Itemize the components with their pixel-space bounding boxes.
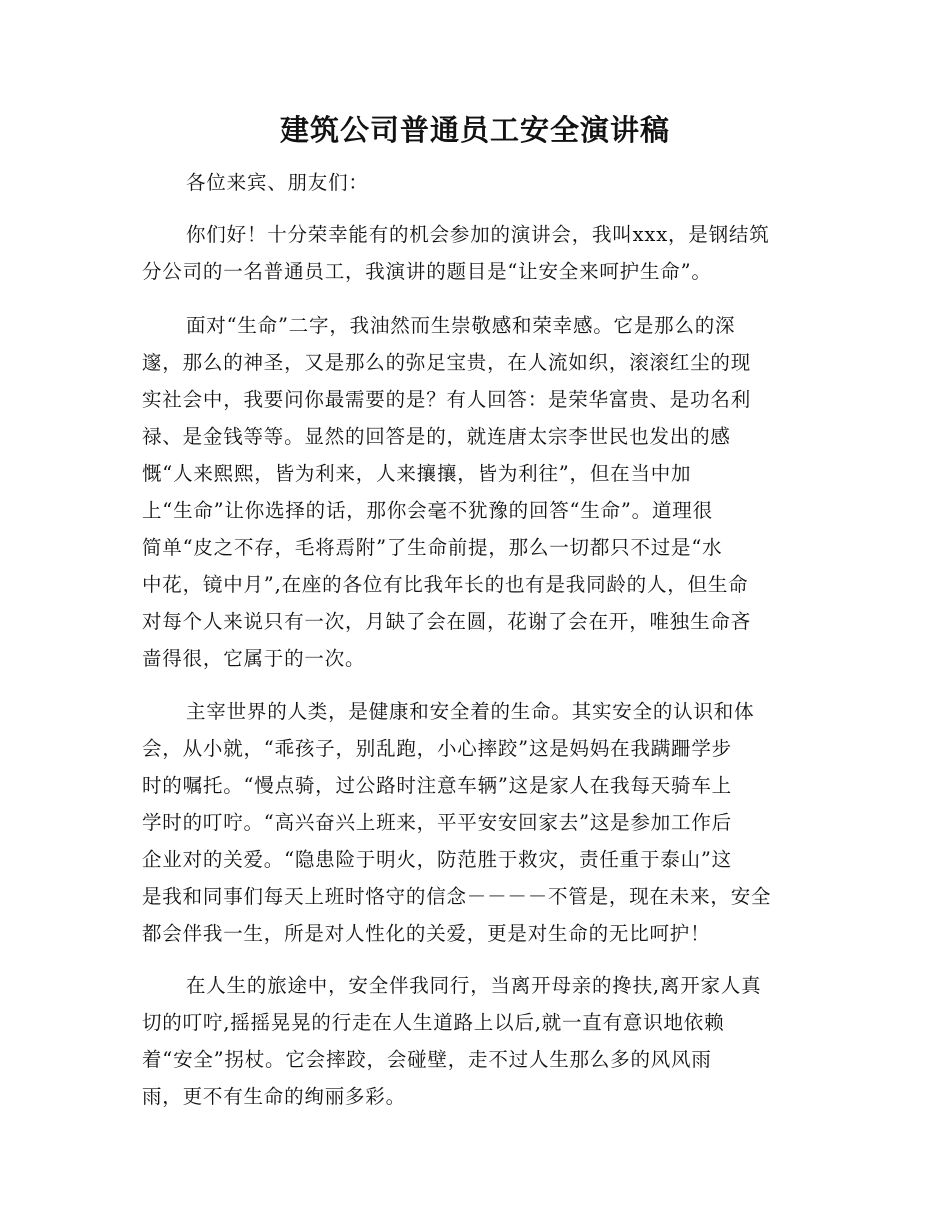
- paragraph-2-line-6: 上“生命”让你选择的话，那你会毫不犹豫的回答“生命”。道理很: [142, 499, 713, 522]
- paragraph-3-line-7: 都会伴我一生，所是对人性化的关爱，更是对生命的无比呵护！: [142, 922, 711, 945]
- paragraph-2-line-4: 禄、是金钱等等。显然的回答是的，就连唐太宗李世民也发出的感: [142, 425, 731, 448]
- paragraph-3-line-4: 学时的叮咛。“高兴奋兴上班来，平平安安回家去”这是参加工作后: [142, 811, 732, 834]
- salutation-line: 各位来宾、朋友们：: [186, 171, 369, 194]
- paragraph-2-line-5: 慨“人来熙熙，皆为利来，人来攘攘，皆为利往”，但在当中加: [142, 462, 692, 485]
- paragraph-2-line-1: 面对“生命”二字，我油然而生崇敬感和荣幸感。它是那么的深: [186, 314, 736, 337]
- paragraph-1-line-2: 分公司的一名普通员工，我演讲的题目是“让安全来呵护生命”。: [142, 260, 712, 283]
- paragraph-4-line-2: 切的叮咛,摇摇晃晃的行走在人生道路上以后,就一直有意识地依赖: [142, 1011, 725, 1034]
- paragraph-3-line-1: 主宰世界的人类，是健康和安全着的生命。其实安全的认识和体: [186, 700, 755, 723]
- paragraph-4-line-3: 着“安全”拐杖。它会摔跤，会碰壁，走不过人生那么多的风风雨: [142, 1048, 712, 1071]
- paragraph-2-line-2: 邃，那么的神圣，又是那么的弥足宝贵，在人流如织，滚滚红尘的现: [142, 351, 752, 374]
- paragraph-2-line-10: 啬得很，它属于的一次。: [142, 647, 366, 670]
- paragraph-1-line-1: 你们好！十分荣幸能有的机会参加的演讲会，我叫xxx，是钢结筑: [186, 223, 770, 246]
- paragraph-3-line-6: 是我和同事们每天上班时恪守的信念－－－－不管是，现在未来，安全: [142, 885, 772, 908]
- paragraph-4-line-1: 在人生的旅途中，安全伴我同行，当离开母亲的搀扶,离开家人真: [186, 974, 762, 997]
- paragraph-2-line-9: 对每个人来说只有一次，月缺了会在圆，花谢了会在开，唯独生命吝: [142, 610, 752, 633]
- paragraph-2-line-3: 实社会中，我要问你最需要的是？有人回答：是荣华富贵、是功名利: [142, 388, 752, 411]
- paragraph-2-line-7: 简单“皮之不存，毛将焉附”了生命前提，那么一切都只不过是“水: [142, 536, 723, 559]
- paragraph-2-line-8: 中花，镜中月”,在座的各位有比我年长的也有是我同龄的人，但生命: [142, 573, 749, 596]
- document-title: 建筑公司普通员工安全演讲稿: [279, 113, 670, 147]
- paragraph-4-line-4: 雨，更不有生命的绚丽多彩。: [142, 1085, 406, 1108]
- paragraph-3-line-5: 企业对的关爱。“隐患险于明火，防范胜于救灾，责任重于泰山”这: [142, 848, 732, 871]
- paragraph-3-line-2: 会，从小就，“乖孩子，别乱跑，小心摔跤”这是妈妈在我蹒跚学步: [142, 737, 732, 760]
- paragraph-3-line-3: 时的嘱托。“慢点骑，过公路时注意车辆”这是家人在我每天骑车上: [142, 774, 732, 797]
